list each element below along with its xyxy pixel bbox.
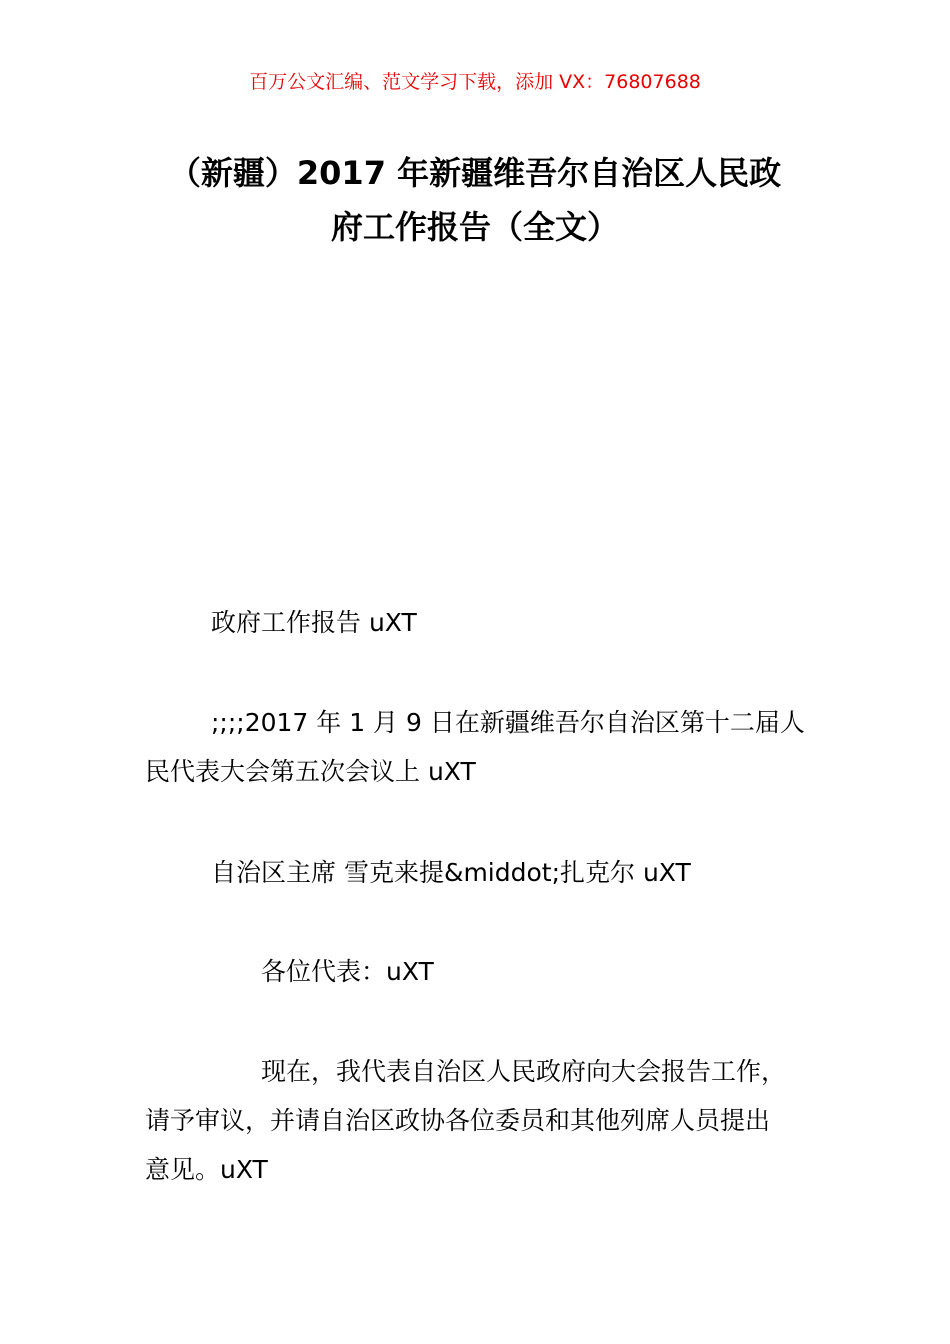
title-line-2: 府工作报告（全文） — [330, 208, 619, 246]
paragraph-line: 民代表大会第五次会议上 uXT — [145, 757, 476, 786]
header-watermark-note: 百万公文汇编、范文学习下载，添加 VX：76807688 — [249, 71, 701, 93]
document-title — [0, 146, 950, 254]
paragraph-meeting-date — [145, 698, 810, 796]
paragraph-opening — [145, 1047, 810, 1194]
paragraph-salutation: 各位代表：uXT — [261, 957, 434, 986]
paragraph-line: 现在，我代表自治区人民政府向大会报告工作， — [261, 1057, 787, 1086]
paragraph-line: 意见。uXT — [145, 1155, 268, 1184]
paragraph-speaker: 自治区主席 雪克来提&middot;扎克尔 uXT — [211, 858, 691, 887]
paragraph-line: ;;;;2017 年 1 月 9 日在新疆维吾尔自治区第十二届人 — [211, 708, 805, 737]
paragraph-line: 请予审议，并请自治区政协各位委员和其他列席人员提出 — [145, 1106, 771, 1135]
title-line-1: （新疆）2017 年新疆维吾尔自治区人民政 — [168, 154, 782, 192]
paragraph-report-heading: 政府工作报告 uXT — [211, 608, 417, 637]
